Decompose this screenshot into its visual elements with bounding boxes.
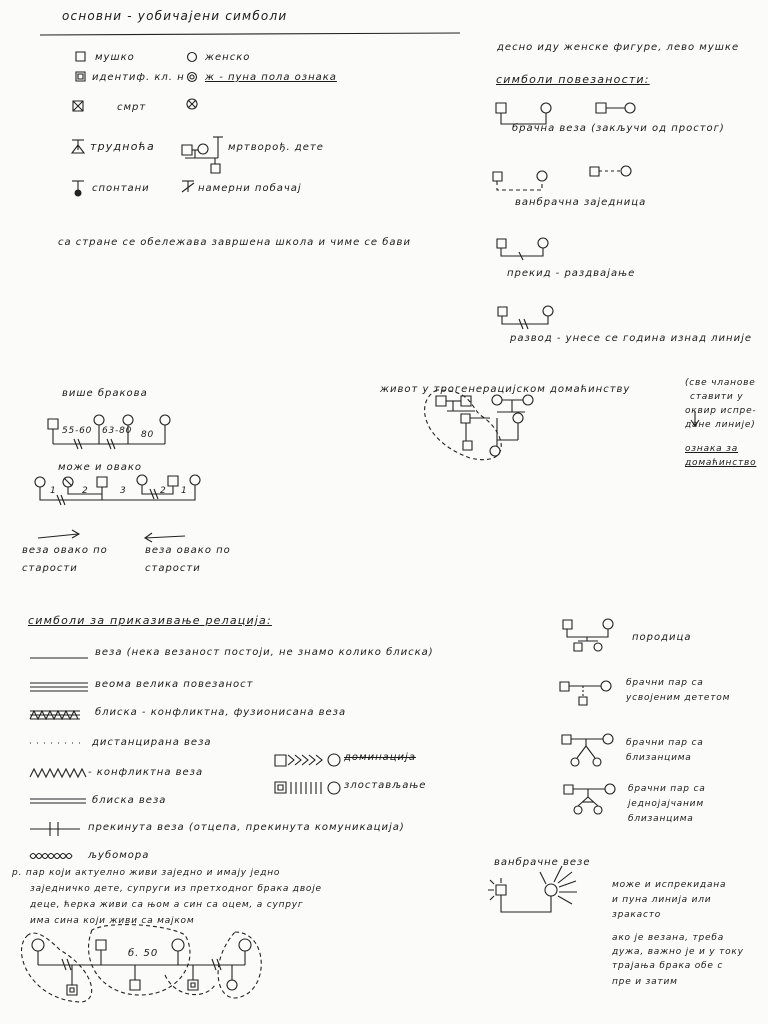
example-line-4: има сина који живи са мајком [30, 916, 195, 926]
identical-twins-label: брачни пар са једнојајчаним близанцима [628, 784, 706, 824]
relation-1: веза (нека везаност постоји, не знамо колико блиска) [95, 647, 434, 658]
right-caption: веза овако по старости [145, 545, 231, 574]
legend-index-female: ж - пуна пола ознака [205, 72, 337, 83]
num-3: 3 [120, 486, 127, 496]
side-line-3: оквир испре- [685, 406, 757, 416]
ext-line-6: трајања брака обе с [612, 961, 724, 971]
household-note: живот у трогенерацијском домаћинству [380, 384, 631, 395]
relation-4: дистанцирана веза [92, 737, 212, 748]
twins-label: брачни пар са близанцима [626, 738, 704, 763]
side-line-7: домаћинство [685, 458, 757, 468]
legend-spontaneous: спонтани [92, 183, 150, 194]
extramarital-links-heading: ванбрачне везе [494, 857, 591, 868]
num-1: 1 [50, 486, 57, 496]
relation-5: - конфликтна веза [88, 767, 204, 778]
ext-line-2: и пуна линија или [612, 895, 712, 905]
num-4: 2 [160, 486, 167, 496]
side-line-4: дане линије) [685, 420, 756, 430]
year-1: 55-60 [62, 426, 93, 436]
abuse-label: злостављање [344, 780, 427, 791]
ext-line-1: може и испрекидана [612, 880, 727, 890]
relation-2: веома велика повезаност [95, 679, 254, 690]
extramarital-label: ванбрачна заједница [515, 197, 647, 208]
relations2-heading: симболи за приказивање релација: [28, 614, 272, 627]
legend-pregnancy: трудноћа [90, 140, 155, 153]
legend-female: женско [205, 52, 251, 63]
example-year: б. 50 [128, 948, 159, 959]
relation-8: љубомора [88, 850, 150, 861]
ext-line-4: ако је везана, треба [612, 933, 725, 943]
example-line-3: деце, ћерка живи са њом а син са оцем, а супруг [30, 900, 304, 910]
separation-label: прекид - раздвајање [507, 268, 636, 279]
side-line-6: ознака за [685, 444, 739, 454]
page-title: основни - уобичајени симболи [62, 9, 288, 23]
legend-stillborn: мртворођ. дете [228, 142, 324, 153]
dominance-label: доминација [344, 752, 416, 763]
ext-line-7: пре и затим [612, 977, 678, 987]
divorce-label: развод - унесе се година изнад линије [510, 333, 753, 344]
num-5: 1 [181, 486, 188, 496]
legend-death: смрт [117, 102, 147, 113]
relation-6: блиска веза [92, 795, 167, 806]
adopted-label: брачни пар са усвојеним дететом [626, 678, 731, 703]
ext-line-5: дужа, важно је и у току [612, 947, 744, 957]
example-line-1: р. пар који актуелно живи заједно и имају једно [12, 868, 281, 878]
legend-induced: намерни побачај [198, 183, 302, 194]
legend-index-person: идентиф. кл. н [92, 72, 185, 83]
school-note: са стране се обележава завршена школа и чиме се бави [58, 237, 411, 248]
relation-7: прекинута веза (отцепа, прекинута комуникација) [88, 822, 405, 833]
legend-male: мушко [95, 52, 135, 63]
year-3: 80 [141, 430, 155, 440]
relations-heading: симболи повезаности: [496, 73, 650, 86]
num-2: 2 [82, 486, 89, 496]
top-right-note: десно иду женске фигуре, лево мушке [497, 42, 740, 53]
left-caption: веза овако по старости [22, 545, 108, 574]
family-label: породица [632, 632, 692, 643]
relation-3: блиска - конфликтна, фузионисана веза [95, 707, 347, 718]
side-line-2: ставити у [690, 392, 744, 402]
ext-line-3: зракасто [612, 910, 662, 920]
or-this-label: може и овако [58, 462, 142, 473]
side-line-1: (све чланове [685, 378, 756, 388]
example-line-2: заједничко дете, супруги из претходног брака двоје [30, 884, 322, 894]
marriage-label: брачна веза (закључи од простог) [512, 123, 725, 134]
multi-marriage-heading: више бракова [62, 388, 148, 399]
year-2: 63-80 [102, 426, 133, 436]
